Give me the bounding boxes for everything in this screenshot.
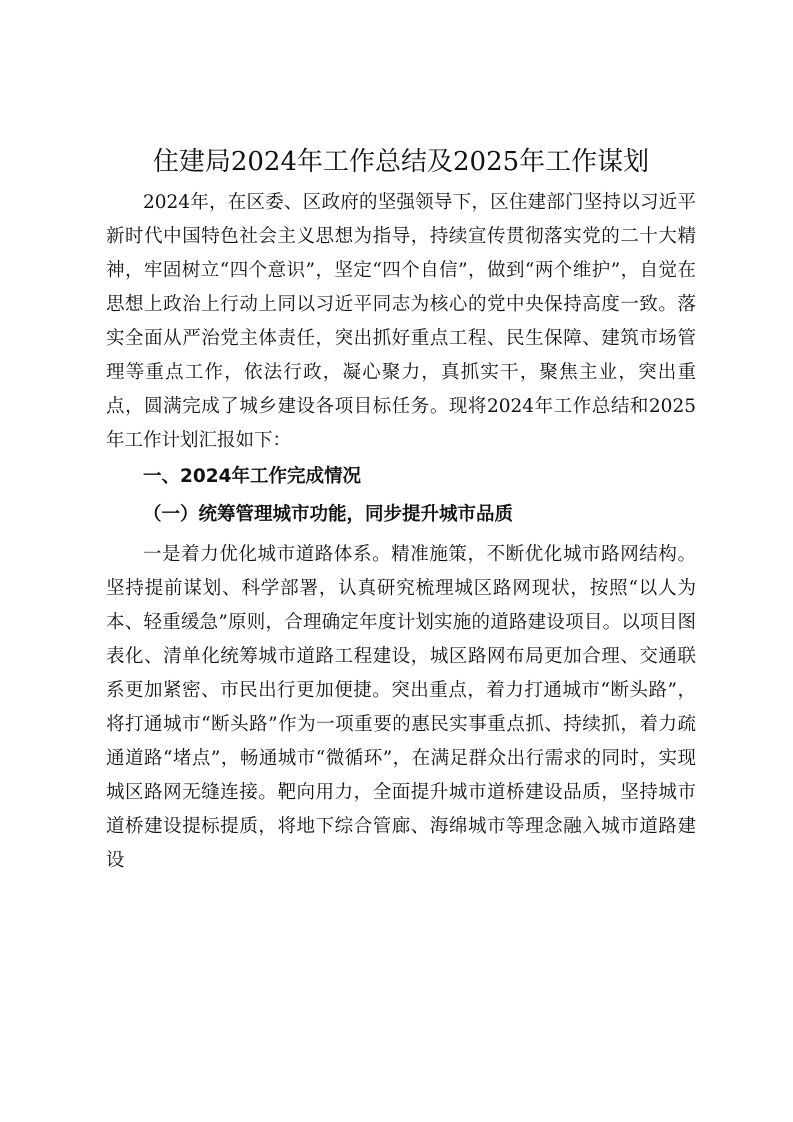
section-heading-1: 一、2024年工作完成情况 <box>143 466 361 487</box>
subsection-heading-1: （一）统筹管理城市功能，同步提升城市品质 <box>143 504 514 525</box>
intro-paragraph: 2024年，在区委、区政府的坚强领导下，区住建部门坚持以习近平新时代中国特色社会主义思想为指导，持续宣传贯彻落实党的二十大精神，牢固树立“四个意识”，坚定“四个自信”，做到“两个维护”，自觉在思想上政治上行动上同以习近平同志为核心的党中央保持高度一致。落实全面从严治党主体责任，突出抓好重点工程、民生保障、建筑市场管理等重点工作，依法行政，凝心聚力，真抓实干，聚焦主业，突出重点，圆满完成了城乡建设各项目标任务。现将2024年工作总结和2025年工作计划汇报如下： <box>106 192 696 451</box>
document-title: 住建局2024年工作总结及2025年工作谋划 <box>152 147 650 177</box>
document-body <box>106 142 696 878</box>
body-paragraph-1: 一是着力优化城市道路体系。精准施策，不断优化城市路网结构。坚持提前谋划、科学部署，认真研究梳理城区路网现状，按照“以人为本、轻重缓急”原则，合理确定年度计划实施的道路建设项目。以项目图表化、清单化统筹城市道路工程建设，城区路网布局更加合理、交通联系更加紧密、市民出行更加便捷。突出重点，着力打通城市“断头路”，将打通城市“断头路”作为一项重要的惠民实事重点抓、持续抓，着力疏通道路“堵点”，畅通城市“微循环”，在满足群众出行需求的同时，实现城区路网无缝连接。靶向用力，全面提升城市道桥建设品质，坚持城市道桥建设提标提质，将地下综合管廊、海绵城市等理念融入城市道路建设 <box>106 544 696 871</box>
